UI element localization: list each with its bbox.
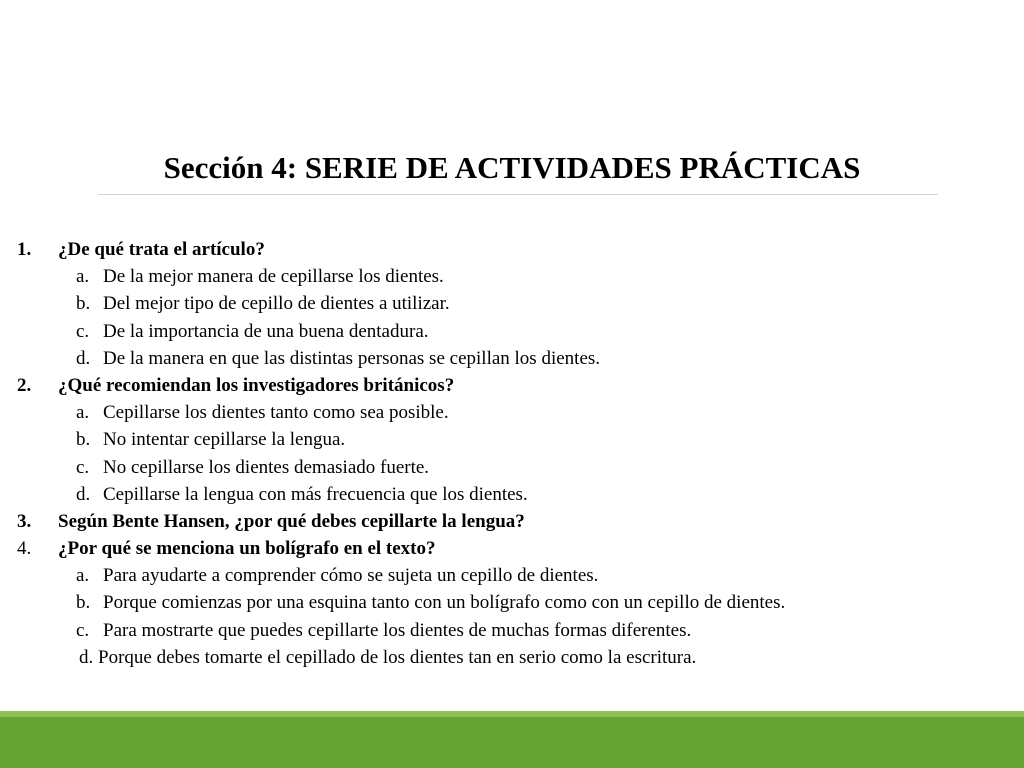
option-label: d. xyxy=(76,347,91,369)
question-1-option-d xyxy=(0,345,1024,372)
question-2-option-b xyxy=(0,426,1024,453)
option-text: Para mostrarte que puedes cepillarte los dientes de muchas formas diferentes. xyxy=(103,619,692,641)
slide-title: Sección 4: SERIE DE ACTIVIDADES PRÁCTICAS xyxy=(163,150,861,185)
option-label: c. xyxy=(76,320,90,342)
question-2-option-d xyxy=(0,481,1024,508)
option-text: Cepillarse la lengua con más frecuencia que los dientes. xyxy=(103,483,528,505)
question-4-option-c xyxy=(0,617,1024,644)
question-text: Según Bente Hansen, ¿por qué debes cepillarte la lengua? xyxy=(58,510,525,532)
question-1-option-c xyxy=(0,318,1024,345)
footer-bar xyxy=(0,717,1024,768)
question-2-option-c xyxy=(0,454,1024,481)
option-text: No cepillarse los dientes demasiado fuerte. xyxy=(103,456,430,478)
question-text: ¿De qué trata el artículo? xyxy=(58,239,265,260)
option-text: Porque comienzas por una esquina tanto con un bolígrafo como con un cepillo de dientes. xyxy=(103,592,786,614)
option-text: Del mejor tipo de cepillo de dientes a utilizar. xyxy=(103,293,450,315)
option-text: De la importancia de una buena dentadura. xyxy=(103,320,429,342)
question-4-option-d xyxy=(0,644,1024,671)
question-number: 4. xyxy=(17,538,32,560)
question-4-option-b xyxy=(0,589,1024,616)
option-text: d. Porque debes tomarte el cepillado de los dientes tan en serio como la escritura. xyxy=(79,646,697,668)
question-number: 2. xyxy=(17,374,32,396)
option-label: a. xyxy=(76,266,90,288)
option-label: b. xyxy=(76,293,91,315)
option-label: c. xyxy=(76,619,90,641)
question-1 xyxy=(0,236,1024,263)
option-text: No intentar cepillarse la lengua. xyxy=(103,429,346,451)
option-label: a. xyxy=(76,565,90,587)
option-label: d. xyxy=(76,483,91,505)
title-divider xyxy=(98,194,938,195)
option-text: De la manera en que las distintas personas se cepillan los dientes. xyxy=(103,347,601,369)
question-2-option-a xyxy=(0,399,1024,426)
question-number: 1. xyxy=(17,239,32,260)
question-2 xyxy=(0,372,1024,399)
question-list xyxy=(0,236,1024,671)
option-text: Para ayudarte a comprender cómo se sujeta un cepillo de dientes. xyxy=(103,565,599,587)
option-label: b. xyxy=(76,592,91,614)
question-text: ¿Qué recomiendan los investigadores británicos? xyxy=(58,374,455,396)
question-number: 3. xyxy=(17,510,32,532)
question-4-option-a xyxy=(0,562,1024,589)
option-text: De la mejor manera de cepillarse los dientes. xyxy=(103,266,444,288)
question-1-option-b xyxy=(0,290,1024,317)
question-4 xyxy=(0,535,1024,562)
question-3 xyxy=(0,508,1024,535)
option-label: a. xyxy=(76,402,90,424)
question-1-option-a xyxy=(0,263,1024,290)
question-text: ¿Por qué se menciona un bolígrafo en el texto? xyxy=(58,538,436,560)
option-label: c. xyxy=(76,456,90,478)
option-label: b. xyxy=(76,429,91,451)
option-text: Cepillarse los dientes tanto como sea posible. xyxy=(103,402,449,424)
